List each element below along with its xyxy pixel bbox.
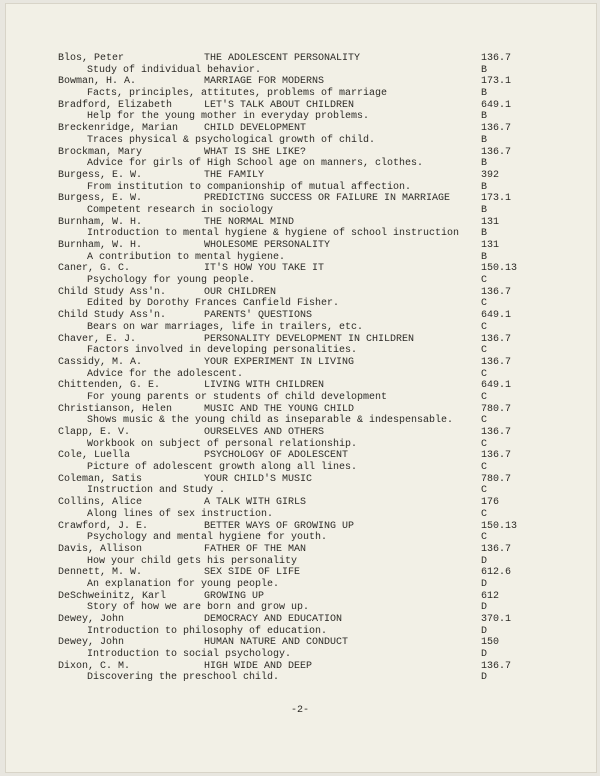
entry-title: WHAT IS SHE LIKE? <box>204 146 307 158</box>
entry-level: C <box>481 485 488 497</box>
entry-description-row <box>58 649 538 661</box>
entry-author: Bradford, Elizabeth <box>58 99 173 111</box>
entry-call-number: 780.7 <box>481 473 512 485</box>
entry-level: B <box>481 181 488 193</box>
entry-description-row <box>58 439 538 451</box>
entry-description: Introduction to mental hygiene & hygiene of school instruction <box>87 228 460 240</box>
entry-title: LIVING WITH CHILDREN <box>204 380 325 392</box>
entry-level: C <box>481 298 488 310</box>
entry-description-row <box>58 182 538 194</box>
entry-author: Blos, Peter <box>58 53 125 64</box>
bibliography-list <box>58 53 538 684</box>
entry-level: C <box>481 345 488 357</box>
entry-description-row <box>58 111 538 123</box>
entry-level: B <box>481 111 488 123</box>
entry-heading-row <box>58 76 538 88</box>
entry-description-row <box>58 509 538 521</box>
entry-description: Along lines of sex instruction. <box>87 508 274 520</box>
entry-heading-row <box>58 217 538 229</box>
entry-level: B <box>481 88 488 100</box>
entry-description: Shows music & the young child as inseparable & indespensable. <box>87 415 454 427</box>
entry-level: B <box>481 204 488 216</box>
entry-description: Introduction to social psychology. <box>87 649 292 661</box>
entry-heading-row <box>58 614 538 626</box>
entry-author: Child Study Ass'n. <box>58 286 167 298</box>
entry-description: Workbook on subject of personal relationship. <box>87 438 358 450</box>
entry-title: YOUR EXPERIMENT IN LIVING <box>204 356 355 368</box>
entry-call-number: 136.7 <box>481 53 512 64</box>
entry-heading-row <box>58 263 538 275</box>
entry-call-number: 131 <box>481 216 500 228</box>
entry-heading-row <box>58 170 538 182</box>
entry-description-row <box>58 579 538 591</box>
entry-heading-row <box>58 450 538 462</box>
entry-description-row <box>58 369 538 381</box>
entry-author: Dennett, M. W. <box>58 567 143 579</box>
entry-description: Advice for girls of High School age on manners, clothes. <box>87 158 424 170</box>
entry-author: Cassidy, M. A. <box>58 356 143 368</box>
entry-description-row <box>58 392 538 404</box>
entry-title: CHILD DEVELOPMENT <box>204 123 307 135</box>
entry-description: Picture of adolescent growth along all lines. <box>87 462 358 474</box>
entry-call-number: 136.7 <box>481 123 512 135</box>
entry-author: Crawford, J. E. <box>58 520 149 532</box>
entry-description-row <box>58 88 538 100</box>
entry-title: LET'S TALK ABOUT CHILDREN <box>204 99 355 111</box>
entry-description: Psychology for young people. <box>87 275 256 287</box>
entry-heading-row <box>58 193 538 205</box>
entry-heading-row <box>58 497 538 509</box>
entry-description-row <box>58 322 538 334</box>
entry-call-number: 612 <box>481 590 500 602</box>
entry-level: D <box>481 625 488 637</box>
entry-heading-row <box>58 567 538 579</box>
entry-title: MARRIAGE FOR MODERNS <box>204 76 325 88</box>
entry-title: PREDICTING SUCCESS OR FAILURE IN MARRIAGE <box>204 193 451 205</box>
entry-call-number: 392 <box>481 169 500 181</box>
entry-description-row <box>58 462 538 474</box>
entry-call-number: 131 <box>481 240 500 251</box>
entry-level: D <box>481 555 488 567</box>
entry-author: Christianson, Helen <box>58 403 173 415</box>
page-number: -2- <box>290 705 309 716</box>
entry-heading-row <box>58 404 538 416</box>
entry-title: SEX SIDE OF LIFE <box>204 567 301 579</box>
entry-title: IT'S HOW YOU TAKE IT <box>204 263 325 275</box>
entry-call-number: 136.7 <box>481 286 512 298</box>
entry-level: B <box>481 134 488 146</box>
entry-title: THE NORMAL MIND <box>204 216 295 228</box>
entry-description-row <box>58 626 538 638</box>
entry-heading-row <box>58 637 538 649</box>
entry-description: Traces physical & psychological growth of child. <box>87 134 376 146</box>
entry-description-row <box>58 275 538 287</box>
entry-description: Factors involved in developing personalities. <box>87 345 358 357</box>
entry-author: Cole, Luella <box>58 450 131 462</box>
entry-title: DEMOCRACY AND EDUCATION <box>204 614 343 625</box>
entry-heading-row <box>58 591 538 603</box>
entry-level: B <box>481 158 488 170</box>
entry-level: C <box>481 508 488 520</box>
entry-call-number: 649.1 <box>481 310 512 322</box>
entry-call-number: 612.6 <box>481 567 512 579</box>
entry-title: A TALK WITH GIRLS <box>204 497 307 509</box>
entry-description-row <box>58 532 538 544</box>
entry-call-number: 136.7 <box>481 356 512 368</box>
entry-title: HUMAN NATURE AND CONDUCT <box>204 637 349 649</box>
entry-call-number: 176 <box>481 497 500 509</box>
entry-call-number: 136.7 <box>481 427 512 438</box>
entry-author: DeSchweinitz, Karl <box>58 590 167 602</box>
entry-description: Discovering the preschool child. <box>87 672 280 684</box>
entry-description: Advice for the adolescent. <box>87 368 244 380</box>
entry-heading-row <box>58 357 538 369</box>
entry-description-row <box>58 65 538 77</box>
entry-level: C <box>481 275 488 287</box>
entry-author: Coleman, Satis <box>58 473 143 485</box>
entry-heading-row <box>58 100 538 112</box>
entry-author: Chittenden, G. E. <box>58 380 161 392</box>
entry-heading-row <box>58 334 538 346</box>
entry-heading-row <box>58 310 538 322</box>
entry-author: Chaver, E. J. <box>58 333 137 345</box>
entry-author: Burgess, E. W. <box>58 169 143 181</box>
entry-description: For young parents or students of child development <box>87 391 388 403</box>
entry-call-number: 649.1 <box>481 99 512 111</box>
entry-level: D <box>481 602 488 614</box>
entry-heading-row <box>58 53 538 65</box>
entry-heading-row <box>58 521 538 533</box>
entry-author: Brockman, Mary <box>58 146 143 158</box>
entry-description: Help for the young mother in everyday problems. <box>87 111 370 123</box>
entry-author: Collins, Alice <box>58 497 143 509</box>
entry-level: C <box>481 368 488 380</box>
entry-author: Dewey, John <box>58 614 125 625</box>
entry-author: Dewey, John <box>58 637 125 649</box>
entry-call-number: 649.1 <box>481 380 512 392</box>
entry-level: C <box>481 532 488 544</box>
entry-call-number: 173.1 <box>481 193 512 205</box>
entry-description: Study of individual behavior. <box>87 64 262 76</box>
entry-level: C <box>481 462 488 474</box>
entry-description: Psychology and mental hygiene for youth. <box>87 532 328 544</box>
entry-call-number: 173.1 <box>481 76 512 88</box>
entry-author: Caner, G. C. <box>58 263 131 275</box>
entry-heading-row <box>58 474 538 486</box>
entry-title: PSYCHOLOGY OF ADOLESCENT <box>204 450 349 462</box>
entry-title: MUSIC AND THE YOUNG CHILD <box>204 403 355 415</box>
entry-level: B <box>481 64 488 76</box>
entry-description-row <box>58 135 538 147</box>
entry-level: B <box>481 228 488 240</box>
entry-description: A contribution to mental hygiene. <box>87 251 286 263</box>
entry-description: From institution to companionship of mutual affection. <box>87 181 412 193</box>
entry-description-row <box>58 205 538 217</box>
entry-title: BETTER WAYS OF GROWING UP <box>204 520 355 532</box>
entry-title: PERSONALITY DEVELOPMENT IN CHILDREN <box>204 333 415 345</box>
entry-heading-row <box>58 147 538 159</box>
entry-title: GROWING UP <box>204 590 265 602</box>
entry-description: An explanation for young people. <box>87 578 280 590</box>
entry-call-number: 136.7 <box>481 146 512 158</box>
entry-description: Instruction and Study . <box>87 485 226 497</box>
entry-title: OUR CHILDREN <box>204 286 277 298</box>
entry-call-number: 150.13 <box>481 263 518 275</box>
entry-description: Competent research in sociology <box>87 204 274 216</box>
entry-heading-row <box>58 544 538 556</box>
entry-heading-row <box>58 427 538 439</box>
entry-title: PARENTS' QUESTIONS <box>204 310 313 322</box>
entry-heading-row <box>58 123 538 135</box>
entry-author: Burnham, W. H. <box>58 240 143 251</box>
entry-author: Burgess, E. W. <box>58 193 143 205</box>
entry-level: D <box>481 672 488 684</box>
entry-call-number: 780.7 <box>481 403 512 415</box>
entry-title: HIGH WIDE AND DEEP <box>204 660 313 672</box>
entry-description: Edited by Dorothy Frances Canfield Fisher. <box>87 298 340 310</box>
entry-title: THE FAMILY <box>204 169 265 181</box>
entry-title: FATHER OF THE MAN <box>204 543 307 555</box>
entry-call-number: 150 <box>481 637 500 649</box>
entry-call-number: 136.7 <box>481 660 512 672</box>
entry-author: Davis, Allison <box>58 543 143 555</box>
entry-description-row <box>58 158 538 170</box>
entry-call-number: 370.1 <box>481 614 512 625</box>
entry-heading-row <box>58 287 538 299</box>
entry-author: Dixon, C. M. <box>58 660 131 672</box>
entry-level: D <box>481 578 488 590</box>
entry-author: Clapp, E. V. <box>58 427 131 438</box>
entry-call-number: 136.7 <box>481 333 512 345</box>
entry-title: OURSELVES AND OTHERS <box>204 427 325 438</box>
entry-level: C <box>481 438 488 450</box>
entry-heading-row <box>58 240 538 252</box>
entry-level: D <box>481 649 488 661</box>
entry-description-row <box>58 345 538 357</box>
entry-description: How your child gets his personality <box>87 555 298 567</box>
entry-author: Breckenridge, Marian <box>58 123 179 135</box>
entry-call-number: 150.13 <box>481 520 518 532</box>
entry-description: Introduction to philosophy of education. <box>87 625 328 637</box>
entry-level: C <box>481 415 488 427</box>
entry-heading-row <box>58 380 538 392</box>
entry-author: Bowman, H. A. <box>58 76 137 88</box>
entry-description-row <box>58 298 538 310</box>
entry-title: THE ADOLESCENT PERSONALITY <box>204 53 361 64</box>
entry-title: YOUR CHILD'S MUSIC <box>204 473 313 485</box>
entry-level: C <box>481 391 488 403</box>
entry-call-number: 136.7 <box>481 543 512 555</box>
entry-description-row <box>58 415 538 427</box>
entry-description: Facts, principles, attitutes, problems of marriage <box>87 88 388 100</box>
entry-description: Bears on war marriages, life in trailers, etc. <box>87 321 364 333</box>
entry-heading-row <box>58 661 538 673</box>
entry-description-row <box>58 556 538 568</box>
entry-call-number: 136.7 <box>481 450 512 462</box>
entry-author: Burnham, W. H. <box>58 216 143 228</box>
entry-title: WHOLESOME PERSONALITY <box>204 240 331 251</box>
entry-description-row <box>58 252 538 264</box>
entry-description: Story of how we are born and grow up. <box>87 602 310 614</box>
entry-level: B <box>481 251 488 263</box>
entry-author: Child Study Ass'n. <box>58 310 167 322</box>
entry-description-row <box>58 672 538 684</box>
entry-level: C <box>481 321 488 333</box>
entry-description-row <box>58 228 538 240</box>
entry-description-row <box>58 602 538 614</box>
entry-description-row <box>58 485 538 497</box>
